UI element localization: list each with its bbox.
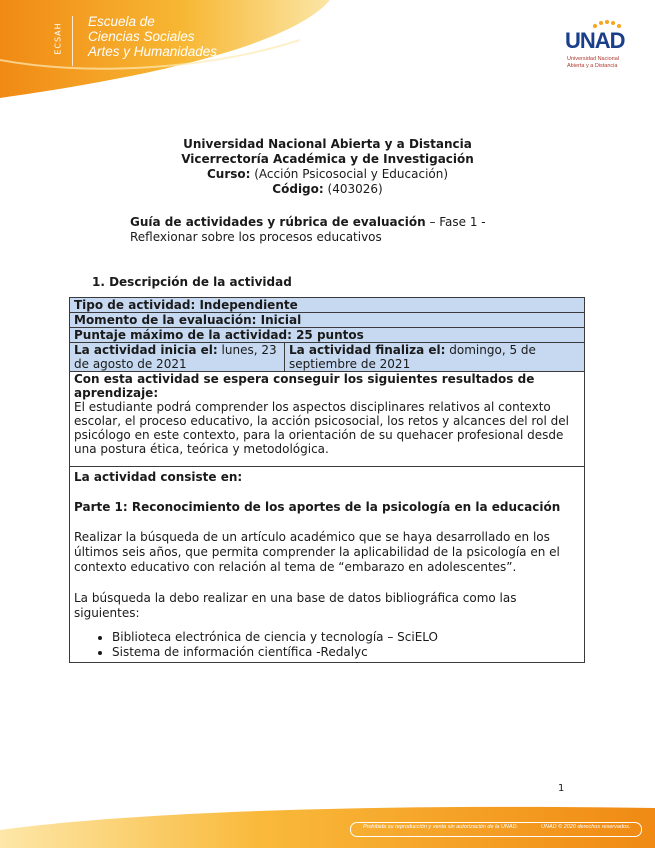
university-name: Universidad Nacional Abierta y a Distancia (183, 137, 472, 151)
table-row (70, 298, 585, 313)
footer-notice (350, 822, 642, 837)
guide-title: Guía de actividades y rúbrica de evaluación – Fase 1 - Reflexionar sobre los procesos educativos (130, 215, 486, 244)
table-row (70, 313, 585, 328)
code-line: Código: (403026) (272, 182, 383, 196)
list-item: • Sistema de información científica -Redalyc (112, 645, 580, 660)
table-row (70, 467, 585, 663)
school-line-3: Artes y Humanidades (88, 44, 218, 59)
max-score: Puntaje máximo de la actividad: 25 puntos (70, 328, 585, 343)
logo-wordmark: UNAD (565, 28, 625, 53)
start-date: La actividad inicia el: lunes, 23 de agosto de 2021 (70, 343, 285, 372)
school-line-2: Ciencias Sociales (88, 29, 195, 44)
document-titles (0, 137, 655, 197)
database-list (74, 630, 580, 660)
page-number: 1 (558, 783, 565, 794)
list-item: • Biblioteca electrónica de ciencia y tecnología – SciELO (112, 630, 580, 645)
table-row (70, 343, 585, 372)
school-line-1: Escuela de (88, 14, 155, 29)
vice-rectorate: Vicerrectoría Académica y de Investigación (181, 152, 474, 166)
logo-subtitle: Universidad Nacional Abierta y a Distancia (567, 56, 619, 69)
school-vertical-tag: ECSAH (58, 16, 73, 66)
footer-right-text: UNAD © 2020 derechos reservados. (541, 824, 631, 830)
learning-outcomes: Con esta actividad se espera conseguir los siguientes resultados de aprendizaje: El estudiante podrá comprender los aspectos disciplinares relativos al contexto escolar, el proceso educativo, la acción psicosocial, los retos y alcances del rol del psicólogo en este contexto, para la orientación de su quehacer profesional desde una postura ética, teórica y metodológica. (70, 372, 585, 467)
end-date: La actividad finaliza el: domingo, 5 de septiembre de 2021 (285, 343, 585, 372)
footer-left-text: Prohibida su reproducción y venta sin autorización de la UNAD. (363, 824, 518, 830)
section-heading: 1. Descripción de la actividad (92, 275, 292, 289)
table-row (70, 328, 585, 343)
unad-logo (565, 12, 637, 74)
table-row (70, 372, 585, 467)
activity-type: Tipo de actividad: Independiente (70, 298, 585, 313)
course-line: Curso: (Acción Psicosocial y Educación) (206, 167, 449, 181)
school-name (88, 14, 217, 59)
activity-table (69, 297, 585, 663)
activity-content: La actividad consiste en: Parte 1: Reconocimiento de los aportes de la psicología en la educación Realizar la búsqueda de un artículo académico que se haya desarrollado en los últimos seis años, que permita comprender la aplicabilidad de la psicología en el contexto educativo con relación al tema de “embarazo en adolescentes”. La búsqueda la debo realizar en una base de datos bibliográfica como las siguientes: • Biblioteca electrónica de ciencia y tecnología – SciELO • Sistema de información científica -Redalyc (70, 467, 585, 663)
evaluation-moment: Momento de la evaluación: Inicial (70, 313, 585, 328)
